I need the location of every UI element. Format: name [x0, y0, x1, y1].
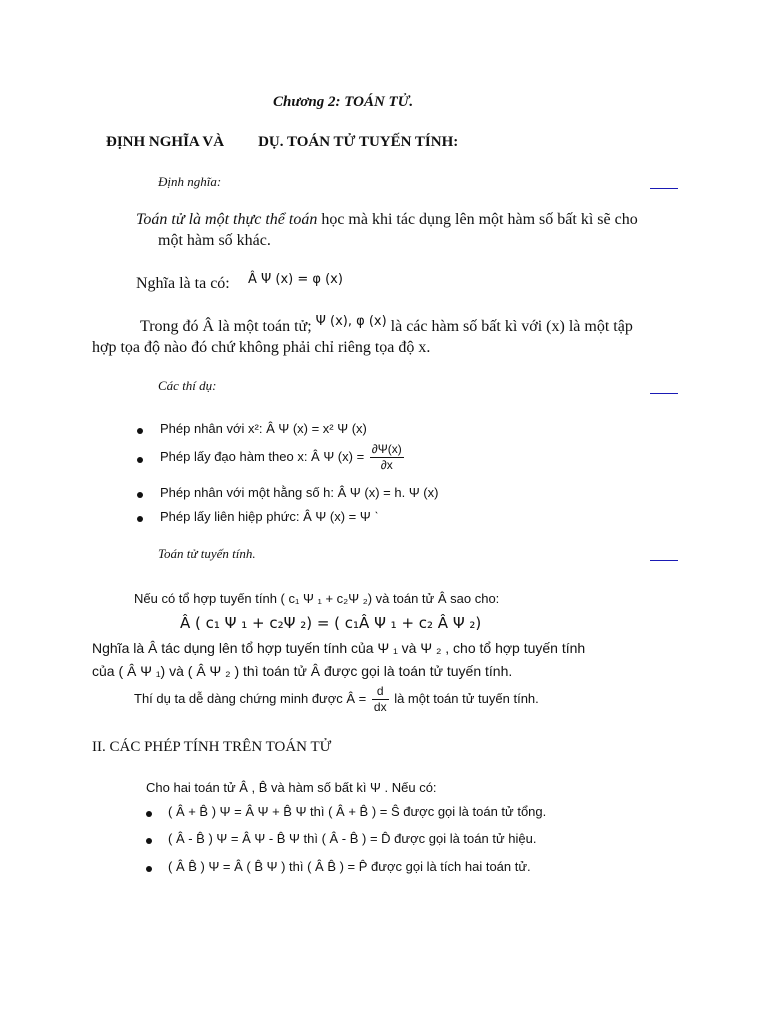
bullet-icon	[137, 428, 143, 434]
operation-item: ( Â - B̂ ) Ψ = Â Ψ - B̂ Ψ thì ( Â - B̂ ) = D̂ được gọi là toán tử hiệu.	[168, 831, 537, 846]
fraction-denominator: ∂x	[380, 458, 393, 472]
definition-label: Định nghĩa:	[158, 174, 222, 189]
examples-label: Các thí dụ:	[158, 378, 217, 393]
meaning-label: Nghĩa là ta có:	[136, 275, 230, 292]
hyperlink-marker[interactable]	[650, 560, 678, 561]
bullet-icon	[137, 516, 143, 522]
linear-line5-start: Thí dụ ta dễ dàng chứng minh được Â =	[134, 690, 367, 706]
linear-line3: Nghĩa là Â tác dụng lên tổ hợp tuyến tính của Ψ ₁ và Ψ ₂ , cho tổ hợp tuyến tính	[92, 640, 586, 656]
heading-part-a: ĐỊNH NGHĨA VÀ	[106, 134, 225, 150]
explain-line2: hợp tọa độ nào đó chứ không phải chỉ riêng tọa độ x.	[92, 339, 431, 356]
hyperlink-marker[interactable]	[650, 393, 678, 394]
explain-end: là các hàm số bất kì với (x) là một tập	[390, 318, 633, 335]
operation-item: ( Â B̂ ) Ψ = Â ( B̂ Ψ ) thì ( Â B̂ ) = P̂ được gọi là tích hai toán tử.	[168, 859, 531, 874]
definition-text	[136, 211, 638, 229]
linear-formula: Â ( c₁ Ψ ₁ + c₂Ψ ₂) = ( c₁Â Ψ ₁ + c₂ Â Ψ ₂)	[180, 614, 482, 632]
fraction-denominator: dx	[373, 700, 387, 714]
explain-line	[140, 314, 633, 336]
example-item	[160, 442, 406, 473]
section2-intro: Cho hai toán tử Â , B̂ và hàm số bất kì Ψ . Nếu có:	[146, 780, 437, 795]
bullet-icon	[137, 492, 143, 498]
linear-line4: của ( Â Ψ ₁) và ( Â Ψ ₂ ) thì toán tử Â được gọi là toán tử tuyến tính.	[92, 663, 513, 679]
definition-text-italic: Toán tử là một thực thể toán	[136, 211, 318, 228]
example-item: Phép lấy liên hiệp phức: Â Ψ (x) = Ψ ˋ	[160, 509, 379, 524]
section-heading-2: II. CÁC PHÉP TÍNH TRÊN TOÁN TỬ	[92, 739, 332, 755]
linear-label: Toán tử tuyến tính.	[158, 546, 256, 561]
meaning-formula: Â Ψ (x) = φ (x)	[248, 272, 343, 287]
definition-text-rest: học mà khi tác dụng lên một hàm số bất kì sẽ cho	[317, 211, 638, 228]
operation-item: ( Â + B̂ ) Ψ = Â Ψ + B̂ Ψ thì ( Â + B̂ ) = Ŝ được gọi là toán tử tổng.	[168, 804, 547, 819]
example-item: Phép nhân với một hằng số h: Â Ψ (x) = h. Ψ (x)	[160, 485, 439, 500]
bullet-icon	[137, 457, 143, 463]
fraction-numerator: ∂Ψ(x)	[371, 442, 402, 456]
explain-funcs: Ψ (x), φ (x)	[315, 314, 387, 329]
chapter-title: Chương 2: TOÁN TỬ.	[273, 94, 414, 110]
heading-part-b: DỤ. TOÁN TỬ TUYẾN TÍNH:	[258, 134, 459, 150]
linear-line5-end: là một toán tử tuyến tính.	[394, 690, 539, 706]
hyperlink-marker[interactable]	[650, 188, 678, 189]
fraction-numerator: d	[372, 684, 389, 700]
example-item-text: Phép lấy đạo hàm theo x: Â Ψ (x) =	[160, 448, 365, 464]
section-heading-1	[106, 134, 458, 151]
definition-text-line2: một hàm số khác.	[158, 232, 271, 249]
bullet-icon	[146, 838, 152, 844]
explain-start: Trong đó Â là một toán tử;	[140, 318, 312, 335]
bullet-icon	[146, 811, 152, 817]
example-item: Phép nhân với x²: Â Ψ (x) = x² Ψ (x)	[160, 421, 367, 436]
linear-line5	[134, 684, 539, 715]
linear-line1: Nếu có tổ hợp tuyến tính ( c₁ Ψ ₁ + c₂Ψ ₂) và toán tử Â sao cho:	[134, 591, 500, 606]
bullet-icon	[146, 866, 152, 872]
